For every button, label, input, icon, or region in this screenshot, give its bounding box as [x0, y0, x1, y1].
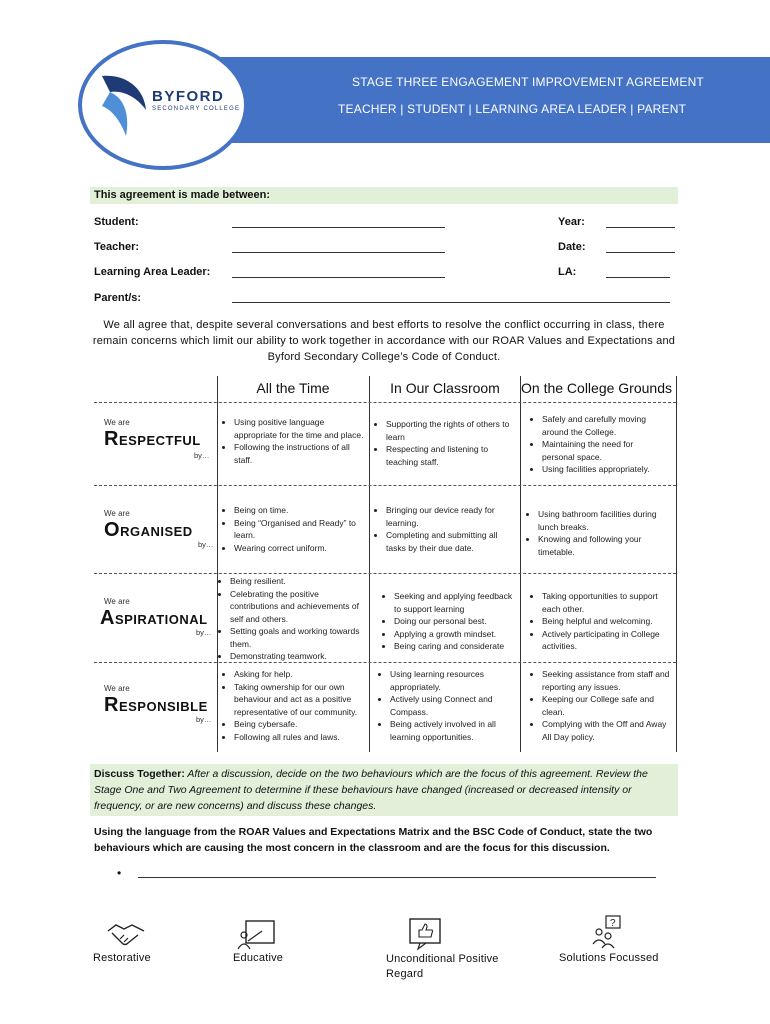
unconditional-positive-regard-label: Unconditional Positive Regard	[386, 953, 499, 980]
date-label: Date:	[558, 241, 586, 253]
organised-all-time-cell: • Being on time. • Being “Organised and Ready” to learn. • Wearing correct uniform.	[222, 504, 366, 554]
organised-grounds-cell: • Using bathroom facilities during lunch breaks. • Knowing and following your timetable.	[526, 508, 668, 558]
student-field[interactable]	[232, 227, 445, 228]
intro-paragraph: We all agree that, despite several conversations and best efforts to resolve the conflict occurring in class, there remain concerns which limit our ability to work together in accordance with our ROAR Values and Expectations and Byford Secondary College’s Code of Conduct.	[92, 319, 676, 363]
respectful-all-time-cell: • Using positive language appropriate for the time and place. • Following the instructions of all staff.	[222, 416, 366, 466]
column-divider	[676, 376, 677, 752]
we-are-label: We are	[104, 509, 130, 518]
aspirational-all-time-cell: • Being resilient. • Celebrating the positive contributions and achievements of self and others. • Setting goals and working towards them. • Demonstrating teamwork.	[218, 575, 368, 663]
responsible-classroom-cell: • Using learning resources appropriately. • Actively using Connect and Compass. • Being actively involved in all learning opportunities.	[378, 668, 518, 743]
value-respectful: RESPECTFUL	[104, 428, 201, 450]
by-label: by…	[198, 540, 214, 549]
value-responsible: RESPONSIBLE	[104, 694, 208, 716]
column-divider	[217, 376, 218, 752]
handshake-icon	[106, 919, 146, 951]
we-are-label: We are	[104, 418, 130, 427]
bullet: •	[117, 866, 122, 880]
learning-area-leader-field[interactable]	[232, 277, 445, 278]
student-label: Student:	[94, 216, 139, 228]
solutions-focussed-label: Solutions Focussed	[559, 952, 659, 964]
parents-field[interactable]	[232, 302, 670, 303]
row-divider	[94, 402, 676, 403]
column-college-grounds: On the College Grounds	[521, 380, 672, 396]
year-field[interactable]	[606, 227, 675, 228]
aspirational-grounds-cell: • Taking opportunities to support each other. • Being helpful and welcoming. • Actively participating in College activities.	[530, 590, 668, 653]
agreement-title: This agreement is made between:	[94, 189, 271, 201]
responsible-grounds-cell: • Seeking assistance from staff and reporting any issues. • Keeping our College safe and clean. • Complying with the Off and Away All Day policy.	[530, 668, 670, 743]
la-field[interactable]	[606, 277, 670, 278]
logo-swoosh-icon	[96, 70, 152, 140]
column-divider	[369, 376, 370, 752]
date-field[interactable]	[606, 252, 675, 253]
we-are-label: We are	[104, 597, 130, 606]
educative-label: Educative	[233, 952, 284, 964]
row-divider	[94, 662, 676, 663]
teacher-field[interactable]	[232, 252, 445, 253]
logo-subtitle: SECONDARY COLLEGE	[152, 106, 241, 112]
page-title: STAGE THREE ENGAGEMENT IMPROVEMENT AGREEMENT	[352, 75, 704, 89]
page-subtitle: TEACHER | STUDENT | LEARNING AREA LEADER | PARENT	[338, 102, 687, 116]
value-organised: ORGANISED	[104, 519, 193, 541]
organised-classroom-cell: • Bringing our device ready for learning. • Completing and submitting all tasks by their due date.	[374, 504, 516, 554]
respectful-classroom-cell: • Supporting the rights of others to learn • Respecting and listening to teaching staff.	[374, 418, 516, 468]
restorative-label: Restorative	[93, 952, 151, 964]
learning-area-leader-label: Learning Area Leader:	[94, 266, 211, 278]
svg-text:?: ?	[610, 918, 616, 929]
value-aspirational: ASPIRATIONAL	[100, 607, 208, 629]
row-divider	[94, 573, 676, 574]
teacher-label: Teacher:	[94, 241, 140, 253]
behaviour-field[interactable]	[138, 877, 656, 878]
thumbs-up-icon	[408, 917, 444, 951]
aspirational-classroom-cell: • Seeking and applying feedback to support learning • Doing our personal best. • Applying a growth mindset. • Being caring and considerate	[382, 590, 518, 653]
by-label: by…	[194, 451, 210, 460]
by-label: by…	[196, 715, 212, 724]
we-are-label: We are	[104, 684, 130, 693]
column-in-our-classroom: In Our Classroom	[390, 380, 500, 396]
instruction-text: Using the language from the ROAR Values and Expectations Matrix and the BSC Code of Conduct, state the two behaviours which are causing the most concern in the classroom and are the focus for this discussion.	[94, 826, 653, 854]
column-all-the-time: All the Time	[256, 380, 330, 396]
year-label: Year:	[558, 216, 585, 228]
people-question-icon	[590, 914, 624, 950]
row-divider	[94, 485, 676, 486]
column-divider	[520, 376, 521, 752]
teaching-board-icon	[236, 919, 276, 951]
respectful-grounds-cell: • Safely and carefully moving around the College. • Maintaining the need for personal space. • Using facilities appropriately.	[530, 413, 668, 476]
responsible-all-time-cell: • Asking for help. • Taking ownership for our own behaviour and act as a positive representative of our community. • Being cybersafe. • Following all rules and laws.	[222, 668, 368, 743]
logo-name: BYFORD	[152, 88, 225, 105]
la-label: LA:	[558, 266, 577, 278]
by-label: by…	[196, 628, 212, 637]
discuss-together-text: Discuss Together: After a discussion, decide on the two behaviours which are the focus of this agreement. Review the Stage One and Two Agreement to determine if these behaviours have changed (increased or decreased intensity or frequency, or are new concerns) and discuss these changes.	[94, 768, 648, 812]
parents-label: Parent/s:	[94, 292, 142, 304]
